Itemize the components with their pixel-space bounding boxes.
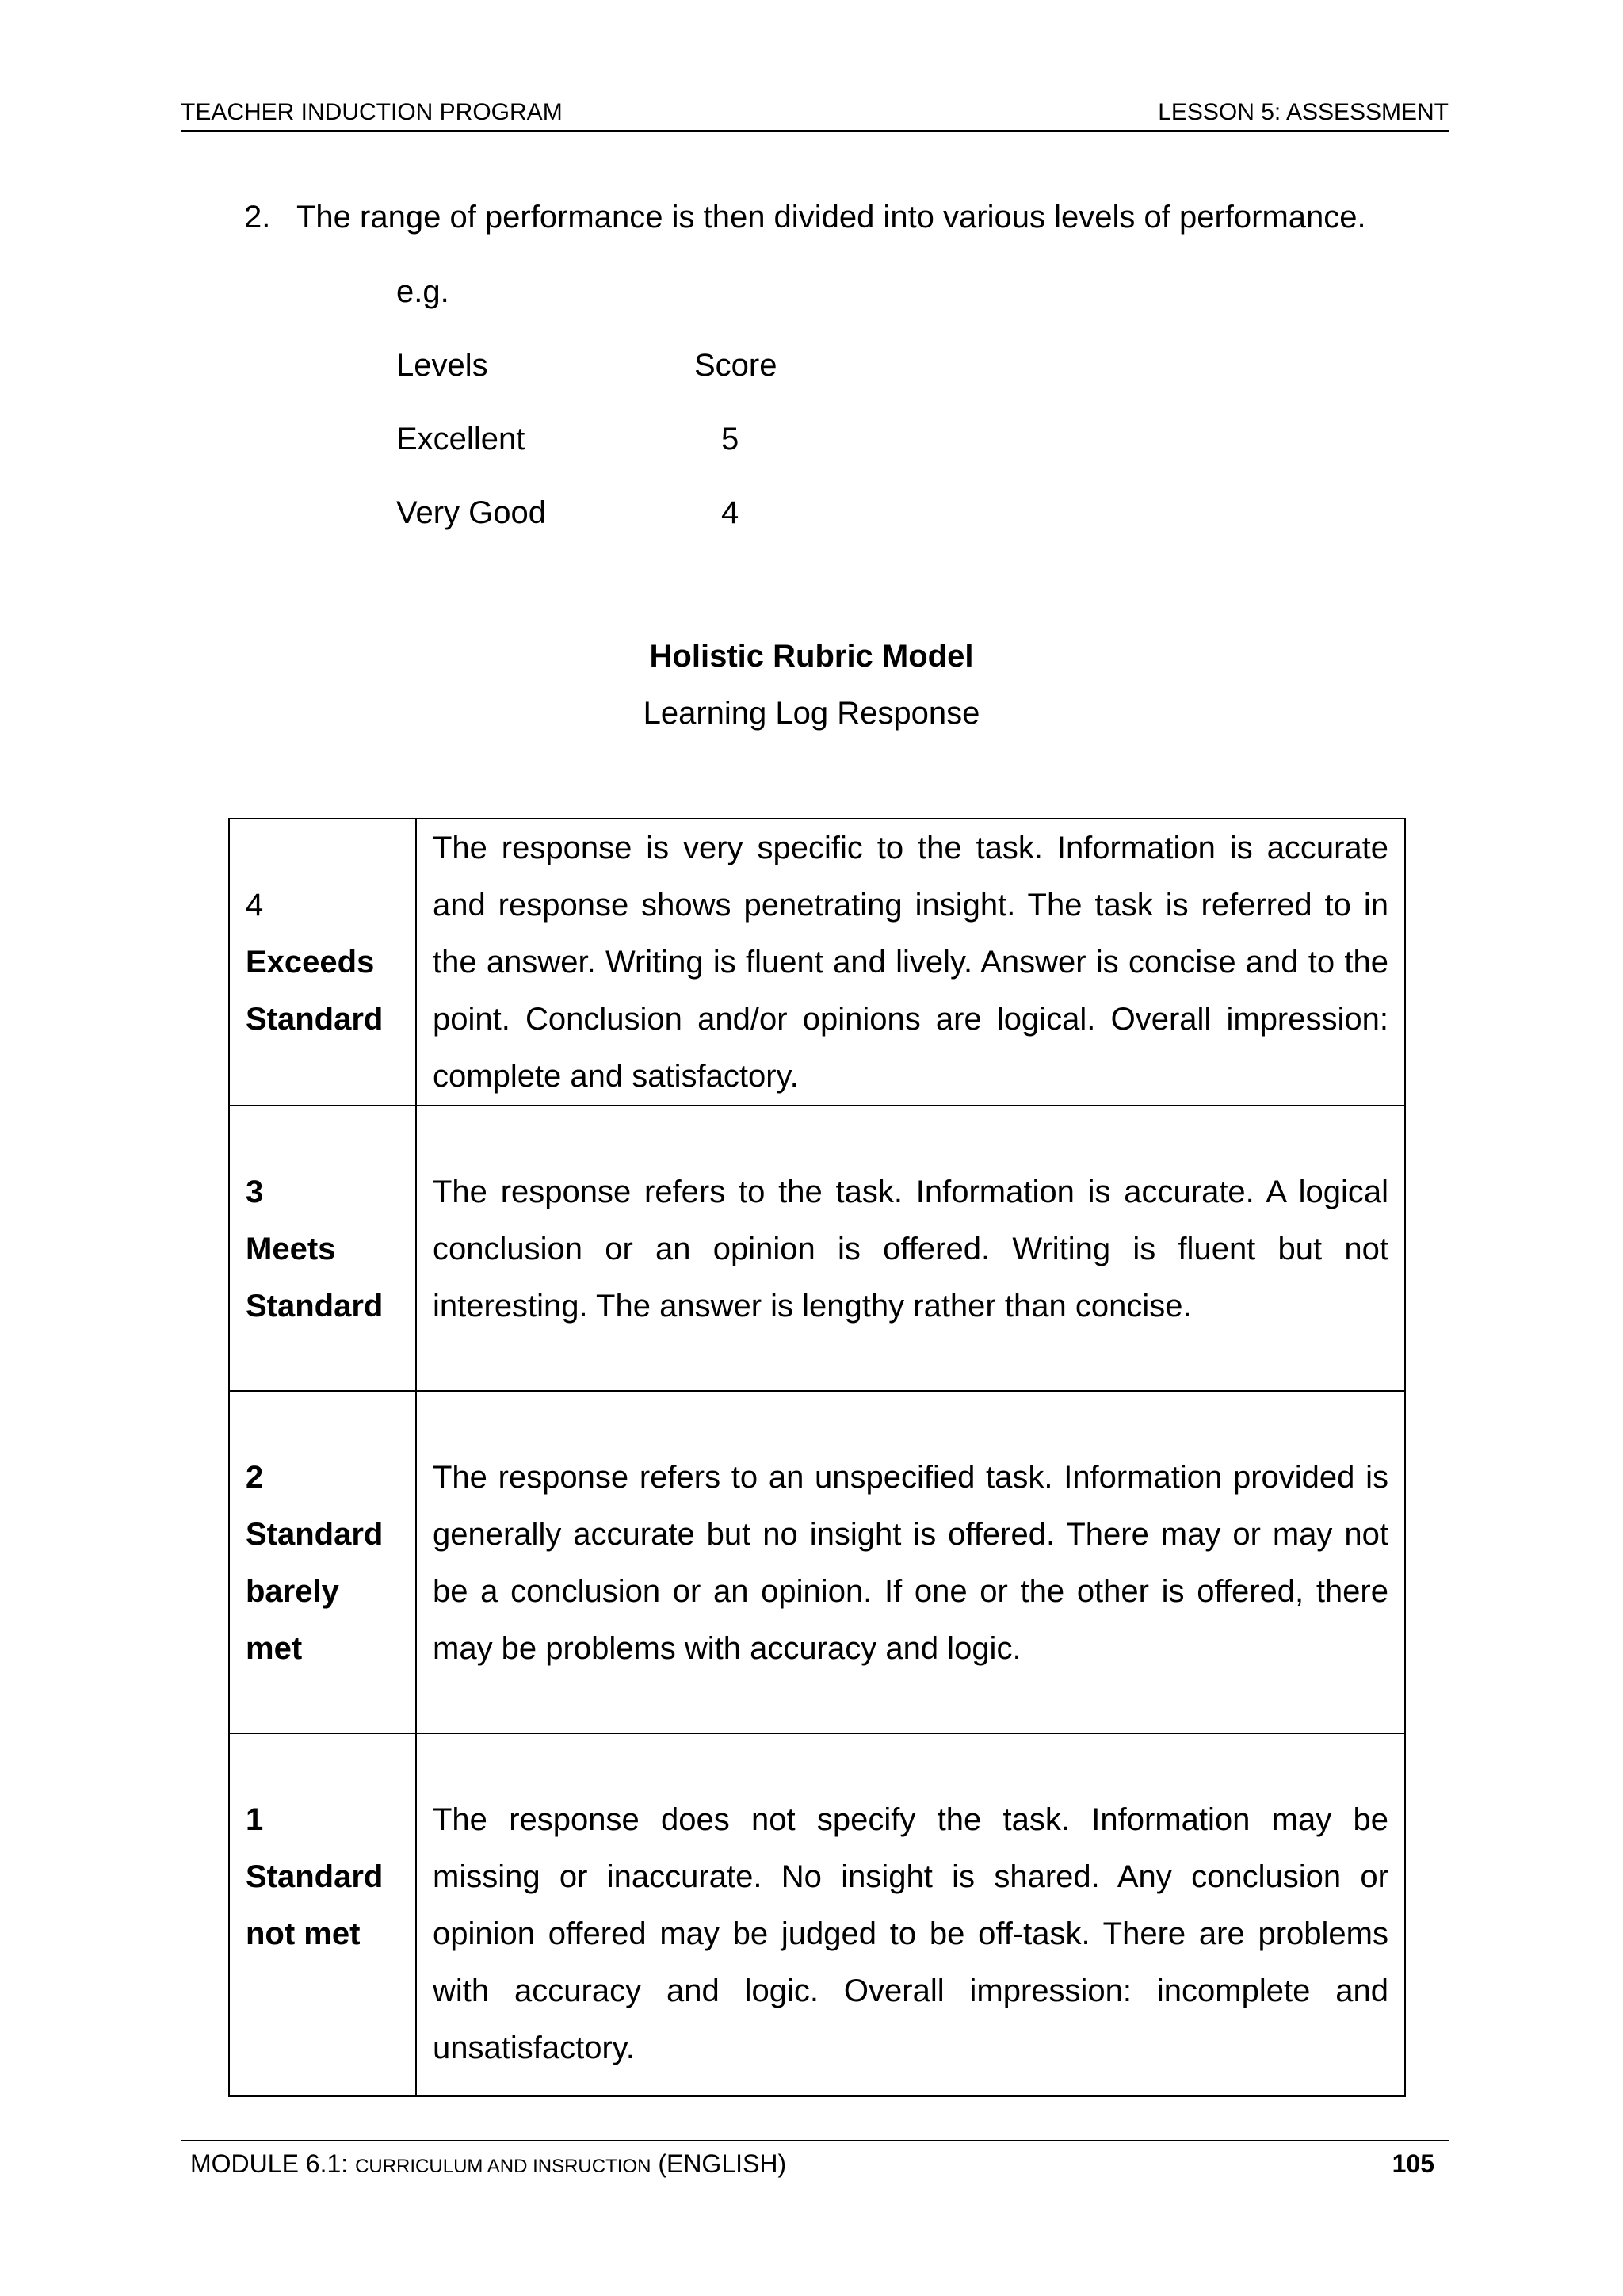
rubric-label-line: met: [246, 1631, 303, 1666]
rubric-level-cell: [229, 1106, 416, 1391]
rubric-label-line: not met: [246, 1916, 361, 1951]
rubric-description: The response does not specify the task. Information may be missing or inaccurate. No insight is shared. Any conclusion or opinion offered may be judged to be off-task. There are problems with accuracy and logic. Overall impression: incomplete and unsatisfactory.: [416, 1733, 1405, 2096]
rubric-label-line: Standard: [246, 1002, 384, 1037]
rubric-label-line: Standard: [246, 1289, 384, 1324]
rubric-row-4: [229, 819, 1405, 1106]
footer-module-number: MODULE 6.1:: [190, 2149, 349, 2178]
rubric-description: The response refers to an unspecified task. Information provided is generally accurate but no insight is offered. There may or may not be a conclusion or an opinion. If one or the other is offered, there may be problems with accuracy and logic.: [416, 1391, 1405, 1733]
rubric-label-line: Exceeds: [246, 945, 375, 980]
header-lesson-title: LESSON 5: ASSESSMENT: [1158, 99, 1449, 125]
rubric-score: 4: [246, 888, 264, 923]
page-number: 105: [1392, 2149, 1434, 2178]
rubric-level-cell: [229, 819, 416, 1106]
score-excellent: 5: [721, 422, 739, 457]
rubric-label-line: Standard: [246, 1859, 384, 1894]
level-excellent: Excellent: [396, 422, 525, 457]
footer-subject: (ENGLISH): [658, 2149, 787, 2178]
rubric-score: 1: [246, 1802, 264, 1837]
score-very-good: 4: [721, 495, 739, 530]
item-number: 2.: [244, 200, 271, 235]
footer-module: [190, 2148, 786, 2183]
rubric-description: The response refers to the task. Information is accurate. A logical conclusion or an opinion is offered. Writing is fluent but not interesting. The answer is lengthy rather than concise.: [416, 1106, 1405, 1391]
rubric-title: Holistic Rubric Model: [649, 639, 974, 674]
rubric-label-line: Standard: [246, 1517, 384, 1552]
rubric-label-line: barely: [246, 1574, 339, 1609]
rubric-description: The response is very specific to the task. Information is accurate and response shows penetrating insight. The task is referred to in the answer. Writing is fluent and lively. Answer is concise and to the point. Conclusion and/or opinions are logical. Overall impression: complete and satisfactory.: [416, 819, 1405, 1106]
rubric-row-3: [229, 1106, 1405, 1391]
rubric-subtitle: Learning Log Response: [643, 696, 980, 731]
rubric-level-cell: [229, 1391, 416, 1733]
page-header: [181, 97, 1449, 132]
rubric-row-1: [229, 1733, 1405, 2096]
rubric-label-line: Meets: [246, 1232, 336, 1266]
rubric-level-cell: [229, 1733, 416, 2096]
rubric-row-2: [229, 1391, 1405, 1733]
rubric-score: 2: [246, 1460, 264, 1495]
item-text: The range of performance is then divided into various levels of performance.: [296, 200, 1366, 235]
footer-course: CURRICULUM AND INSRUCTION: [355, 2156, 651, 2177]
score-header: Score: [694, 348, 777, 383]
rubric-table: [228, 818, 1406, 2097]
page-footer: [181, 2140, 1449, 2181]
level-very-good: Very Good: [396, 495, 547, 530]
rubric-score: 3: [246, 1175, 264, 1209]
header-program-title: TEACHER INDUCTION PROGRAM: [181, 99, 563, 125]
example-label: e.g.: [396, 274, 449, 309]
numbered-item: [244, 195, 1366, 239]
levels-header: Levels: [396, 348, 488, 383]
